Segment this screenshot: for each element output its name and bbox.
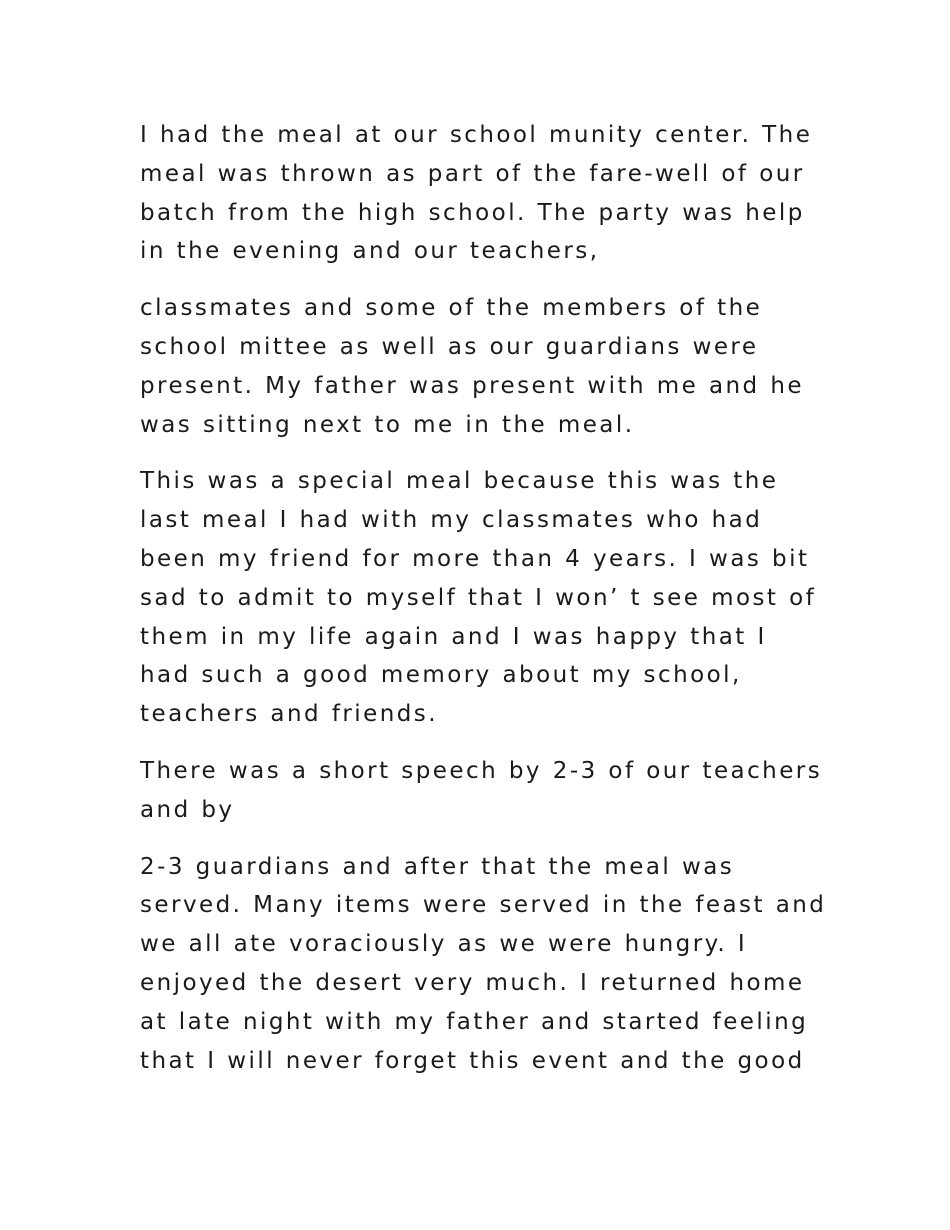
text-line: been my friend for more than 4 years. I was bit (140, 545, 810, 572)
text-line: I had the meal at our school munity center. The (140, 122, 813, 148)
text-line: we all ate voraciously as we were hungry. I (140, 931, 748, 958)
text-line: meal was thrown as part of the fare-well of our (140, 160, 805, 187)
text-line: sad to admit to myself that I won’ t see most of (140, 584, 817, 611)
text-line: at late night with my father and started feeling (140, 1008, 809, 1035)
paragraph-5 (140, 848, 840, 1081)
text-line: had such a good memory about my school, (140, 662, 742, 689)
paragraph-2 (140, 289, 840, 444)
text-line: present. My father was present with me and he (140, 372, 804, 399)
paragraph-3 (140, 462, 840, 734)
text-line: enjoyed the desert very much. I returned home (140, 969, 805, 996)
text-line: last meal I had with my classmates who had (140, 507, 763, 534)
text-line: classmates and some of the members of the (140, 295, 763, 322)
paragraph-4 (140, 752, 840, 830)
text-line: teachers and friends. (140, 701, 438, 728)
text-line: There was a short speech by 2-3 of our teachers (140, 757, 823, 784)
text-line: 2-3 guardians and after that the meal was (140, 853, 735, 880)
text-line: that I will never forget this event and the good (140, 1047, 805, 1074)
text-line: them in my life again and I was happy that I (140, 623, 767, 650)
text-line: school mittee as well as our guardians were (140, 333, 759, 360)
text-line: and by (140, 796, 235, 823)
text-line: This was a special meal because this was the (140, 468, 779, 495)
text-line: batch from the high school. The party was help (140, 199, 805, 226)
text-line: was sitting next to me in the meal. (140, 411, 635, 438)
document-page (140, 116, 840, 1098)
paragraph-1 (140, 116, 840, 271)
text-line: in the evening and our teachers, (140, 238, 600, 265)
text-line: served. Many items were served in the feast and (140, 892, 827, 919)
